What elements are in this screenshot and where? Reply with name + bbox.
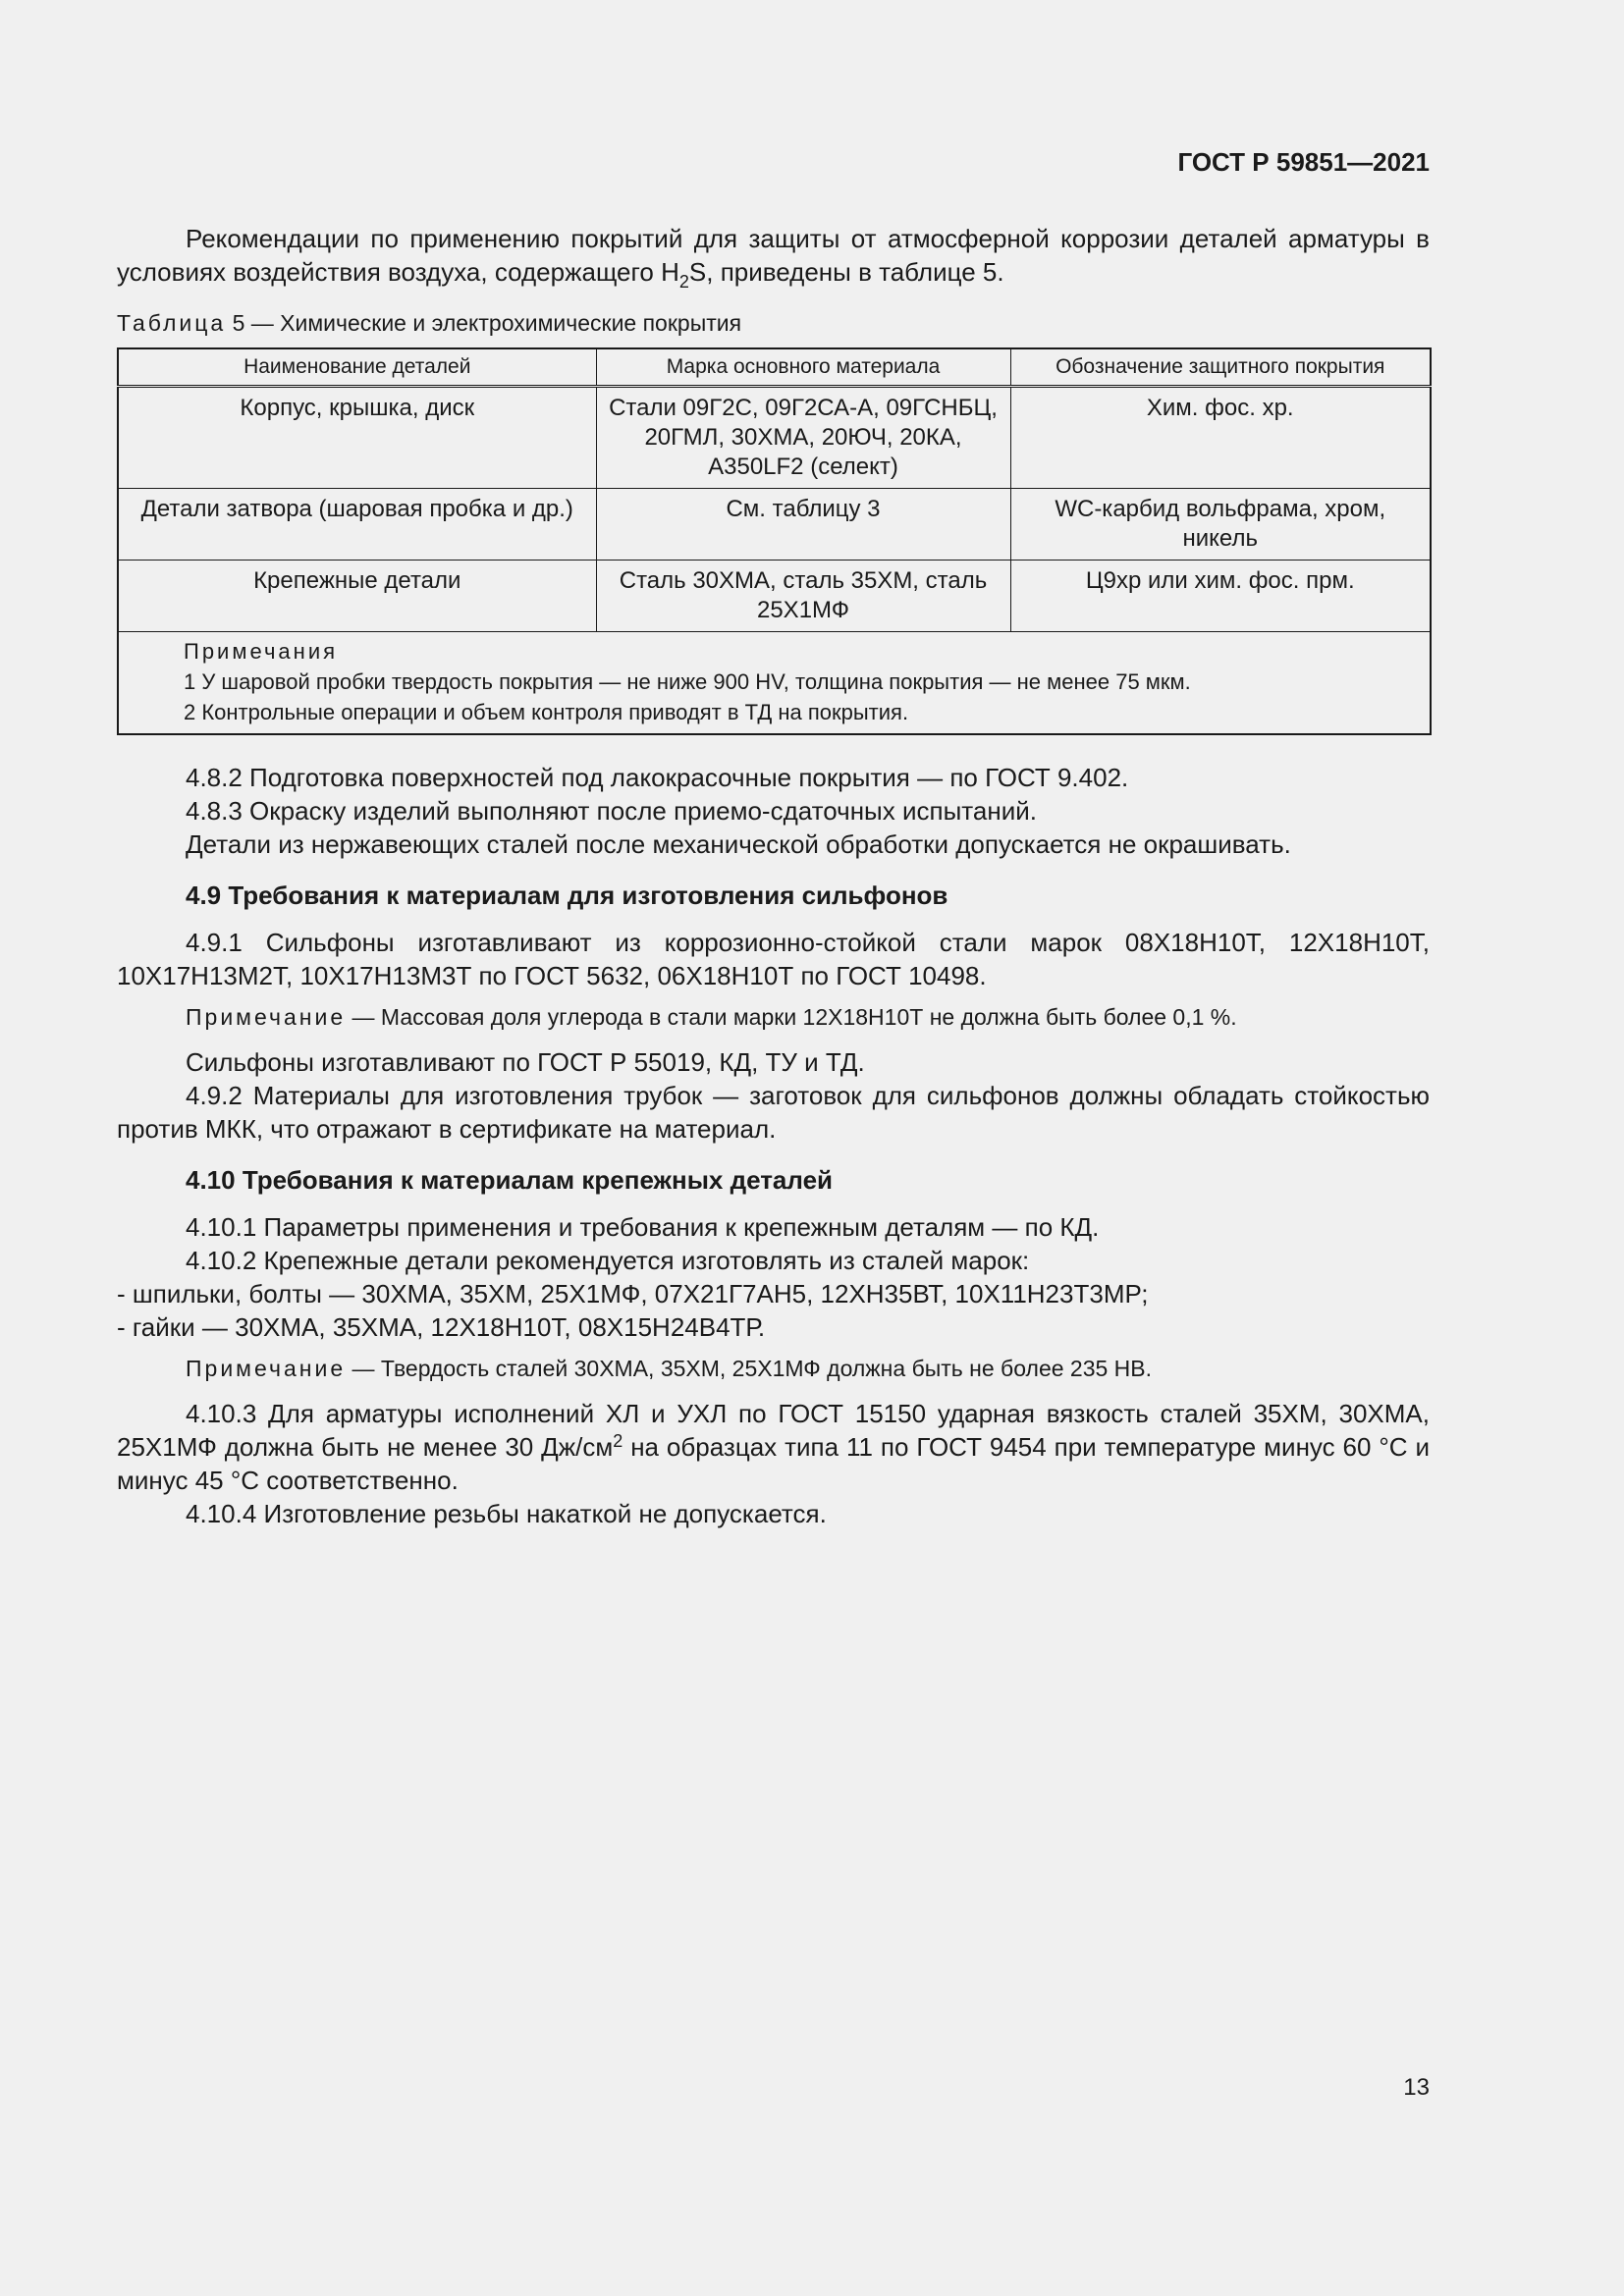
note-item: 2 Контрольные операции и объем контроля приводят в ТД на покрытия. (184, 700, 909, 724)
paragraph-text-end: на образцах типа 11 по ГОСТ 9454 при температуре минус 60 °С и минус 45 °С соответственно. (117, 1432, 1430, 1495)
page-content (117, 222, 1430, 1530)
intro-text-end: S, приведены в таблице 5. (688, 257, 1004, 287)
table-cell: Крепежные детали (118, 561, 596, 632)
paragraph-4-8-2: 4.8.2 Подготовка поверхностей под лакокрасочные покрытия — по ГОСТ 9.402. (186, 763, 1129, 792)
table-cell: Детали затвора (шаровая пробка и др.) (118, 489, 596, 561)
table-cell: Стали 09Г2С, 09Г2СА-А, 09ГСНБЦ, 20ГМЛ, 30ХМА, 20ЮЧ, 20КА, А350LF2 (селект) (596, 387, 1010, 489)
table-row (118, 489, 1431, 561)
table-caption (117, 308, 1430, 338)
table-header-row (118, 348, 1431, 387)
paragraph-4-9-1-cont: Сильфоны изготавливают по ГОСТ Р 55019, КД, ТУ и ТД. (186, 1047, 865, 1077)
table-cell: Ц9хр или хим. фос. прм. (1010, 561, 1431, 632)
paragraph-4-9-1: 4.9.1 Сильфоны изготавливают из коррозионно-стойкой стали марок 08Х18Н10Т, 12Х18Н10Т, 10Х17Н13М2Т, 10Х17Н13М3Т по ГОСТ 5632, 06Х18Н10Т по ГОСТ 10498. (117, 928, 1430, 990)
table-notes (118, 632, 1431, 735)
note-4-10-2 (117, 1354, 1430, 1383)
intro-paragraph (117, 222, 1430, 292)
paragraph-4-10-4: 4.10.4 Изготовление резьбы накаткой не допускается. (186, 1499, 827, 1528)
section-heading-4-9: 4.9 Требования к материалам для изготовления сильфонов (186, 881, 948, 910)
table-row (118, 561, 1431, 632)
table-cell: См. таблицу 3 (596, 489, 1010, 561)
note-label: Примечание (186, 1004, 347, 1030)
coatings-table (117, 347, 1432, 735)
document-code: ГОСТ Р 59851—2021 (1177, 147, 1430, 177)
table-caption-text: 5 — Химические и электрохимические покрытия (226, 310, 742, 336)
table-label: Таблица (117, 310, 227, 336)
section-heading-4-10: 4.10 Требования к материалам крепежных деталей (186, 1165, 834, 1195)
note-text: — Массовая доля углерода в стали марки 12Х18Н10Т не должна быть более 0,1 %. (346, 1004, 1237, 1030)
paragraph-4-10-2: 4.10.2 Крепежные детали рекомендуется изготовлять из сталей марок: (186, 1246, 1030, 1275)
paragraph-4-10-3 (117, 1397, 1430, 1497)
list-item: - гайки — 30ХМА, 35ХМА, 12Х18Н10Т, 08Х15Н24В4ТР. (117, 1312, 766, 1342)
paragraph-4-10-1: 4.10.1 Параметры применения и требования к крепежным деталям — по КД. (186, 1212, 1100, 1242)
column-header: Обозначение защитного покрытия (1010, 348, 1431, 387)
paragraph-4-8-3: 4.8.3 Окраску изделий выполняют после приемо-сдаточных испытаний. (186, 796, 1037, 826)
paragraph-4-9-2: 4.9.2 Материалы для изготовления трубок — заготовок для сильфонов должны обладать стойкостью против МКК, что отражают в сертификате на материал. (117, 1081, 1430, 1144)
superscript: 2 (613, 1431, 623, 1451)
table-cell: WC-карбид вольфрама, хром, никель (1010, 489, 1431, 561)
table-cell: Хим. фос. хр. (1010, 387, 1431, 489)
list-item: - шпильки, болты — 30ХМА, 35ХМ, 25Х1МФ, 07Х21Г7АН5, 12ХН35ВТ, 10Х11Н23Т3МР; (117, 1279, 1149, 1308)
subscript: 2 (678, 272, 689, 292)
column-header: Марка основного материала (596, 348, 1010, 387)
note-item: 1 У шаровой пробки твердость покрытия — не ниже 900 HV, толщина покрытия — не менее 75 мкм. (184, 669, 1191, 694)
table-cell: Сталь 30ХМА, сталь 35ХМ, сталь 25Х1МФ (596, 561, 1010, 632)
intro-text: Рекомендации по применению покрытий для защиты от атмосферной коррозии деталей арматуры в условиях воздействия воздуха, содержащего H (117, 224, 1430, 287)
column-header: Наименование деталей (118, 348, 596, 387)
note-4-9-1 (117, 1002, 1430, 1032)
table-notes-row (118, 632, 1431, 735)
table-cell: Корпус, крышка, диск (118, 387, 596, 489)
note-label: Примечание (186, 1356, 347, 1381)
note-text: — Твердость сталей 30ХМА, 35ХМ, 25Х1МФ должна быть не более 235 НВ. (346, 1356, 1153, 1381)
table-row (118, 387, 1431, 489)
paragraph-4-8-3-cont: Детали из нержавеющих сталей после механической обработки допускается не окрашивать. (186, 829, 1291, 859)
paragraph-text: 4.10.3 Для арматуры исполнений ХЛ и УХЛ по ГОСТ 15150 ударная вязкость сталей 35ХМ, 30ХМА, 25Х1МФ должна быть не менее 30 Дж/см (117, 1399, 1430, 1462)
page-number: 13 (1403, 2074, 1430, 2101)
notes-title: Примечания (184, 639, 339, 664)
